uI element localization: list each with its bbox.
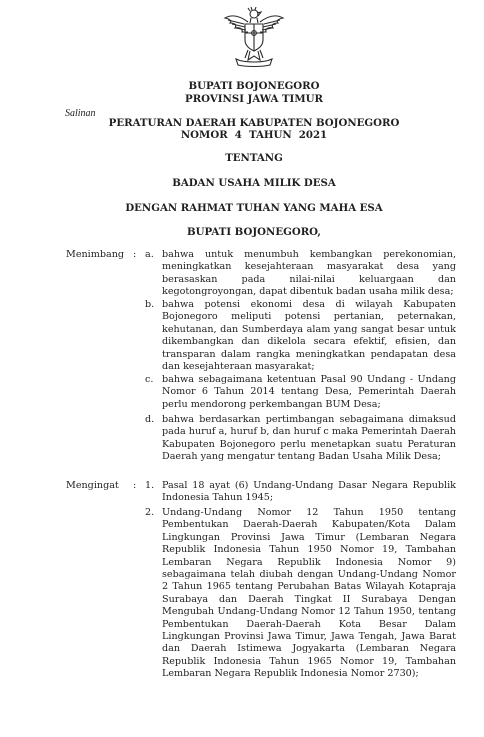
garuda-emblem-icon [222, 6, 286, 68]
mengingat-label: Mengingat [66, 480, 119, 491]
regulation-title: PERATURAN DAERAH KABUPATEN BOJONEGORO [108, 117, 400, 129]
list-item-marker: 2. [145, 507, 155, 518]
menimbang-item-b: bahwa potensi ekonomi desa di wilayah Kabupaten Bojonegoro meliputi potensi pertanian, peternakan, kehutanan, dan Sumberdaya alam yang sangat besar untuk dikembangkan dan dikelola secara efektif, efisien, dan transparan dalam rangka meningkatkan pendapatan desa dan kesejahteraan masyarakat; [162, 299, 456, 373]
grace-line: DENGAN RAHMAT TUHAN YANG MAHA ESA [125, 202, 383, 214]
list-item-marker: c. [145, 374, 154, 385]
province-title: PROVINSI JAWA TIMUR [185, 93, 323, 105]
about-label: TENTANG [225, 152, 283, 164]
menimbang-item-c: bahwa sebagaimana ketentuan Pasal 90 Undang - Undang Nomor 6 Tahun 2014 tentang Desa, Pemerintah Daerah perlu mendorong perkembangan BUM Desa; [162, 374, 456, 410]
menimbang-label: Menimbang [66, 249, 125, 260]
menimbang-item-a: bahwa untuk menumbuh kembangkan perekonomian, meningkatkan kesejahteraan masyarakat desa yang berasaskan pada nilai-nilai keluargaan dan kegotongroyongan, dapat dibentuk badan usaha milik desa; [162, 249, 456, 298]
list-item-marker: a. [145, 249, 154, 260]
mengingat-item-1: Pasal 18 ayat (6) Undang-Undang Dasar Negara Republik Indonesia Tahun 1945; [162, 480, 456, 504]
list-item-marker: d. [145, 414, 155, 425]
regulation-number: NOMOR 4 TAHUN 2021 [180, 129, 328, 141]
list-item-marker: b. [145, 299, 155, 310]
menimbang-colon: : [133, 249, 137, 260]
mengingat-item-2: Undang-Undang Nomor 12 Tahun 1950 tentang Pembentukan Daerah-Daerah Kabupaten/Kota Dalam Lingkungan Provinsi Jawa Timur (Lembaran Negara Republik Indonesia Tahun 1950 Nomor 19, Tambahan Lembaran Negara Republik Indonesia Nomor 9) sebagaimana telah diubah dengan Undang-Undang Nomor 2 Tahun 1965 tentang Perubahan Batas Wilayah Kotapraja Surabaya dan Daerah Tingkat II Surabaya Dengan Mengubah Undang-Undang Nomor 12 Tahun 1950, tentang Pembentukan Daerah-Daerah Kota Besar Dalam Lingkungan Provinsi Jawa Timur, Jawa Tengah, Jawa Barat dan Daerah Istimewa Jogyakarta (Lembaran Negara Republik Indonesia Tahun 1965 Nomor 19, Tambahan Lembaran Negara Republik Indonesia Nomor 2730); [162, 507, 456, 680]
mengingat-colon: : [133, 480, 137, 491]
regulation-subject: BADAN USAHA MILIK DESA [172, 177, 336, 189]
list-item-marker: 1. [145, 480, 155, 491]
regent-signature-heading: BUPATI BOJONEGORO, [187, 226, 321, 238]
copy-note: Salinan [65, 108, 96, 119]
regent-title: BUPATI BOJONEGORO [188, 80, 320, 92]
menimbang-item-d: bahwa berdasarkan pertimbangan sebagaimana dimaksud pada huruf a, huruf b, dan huruf c maka Pemerintah Daerah Kabupaten Bojonegoro perlu menetapkan suatu Peraturan Daerah yang mengatur tentang Badan Usaha Milik Desa; [162, 414, 456, 463]
